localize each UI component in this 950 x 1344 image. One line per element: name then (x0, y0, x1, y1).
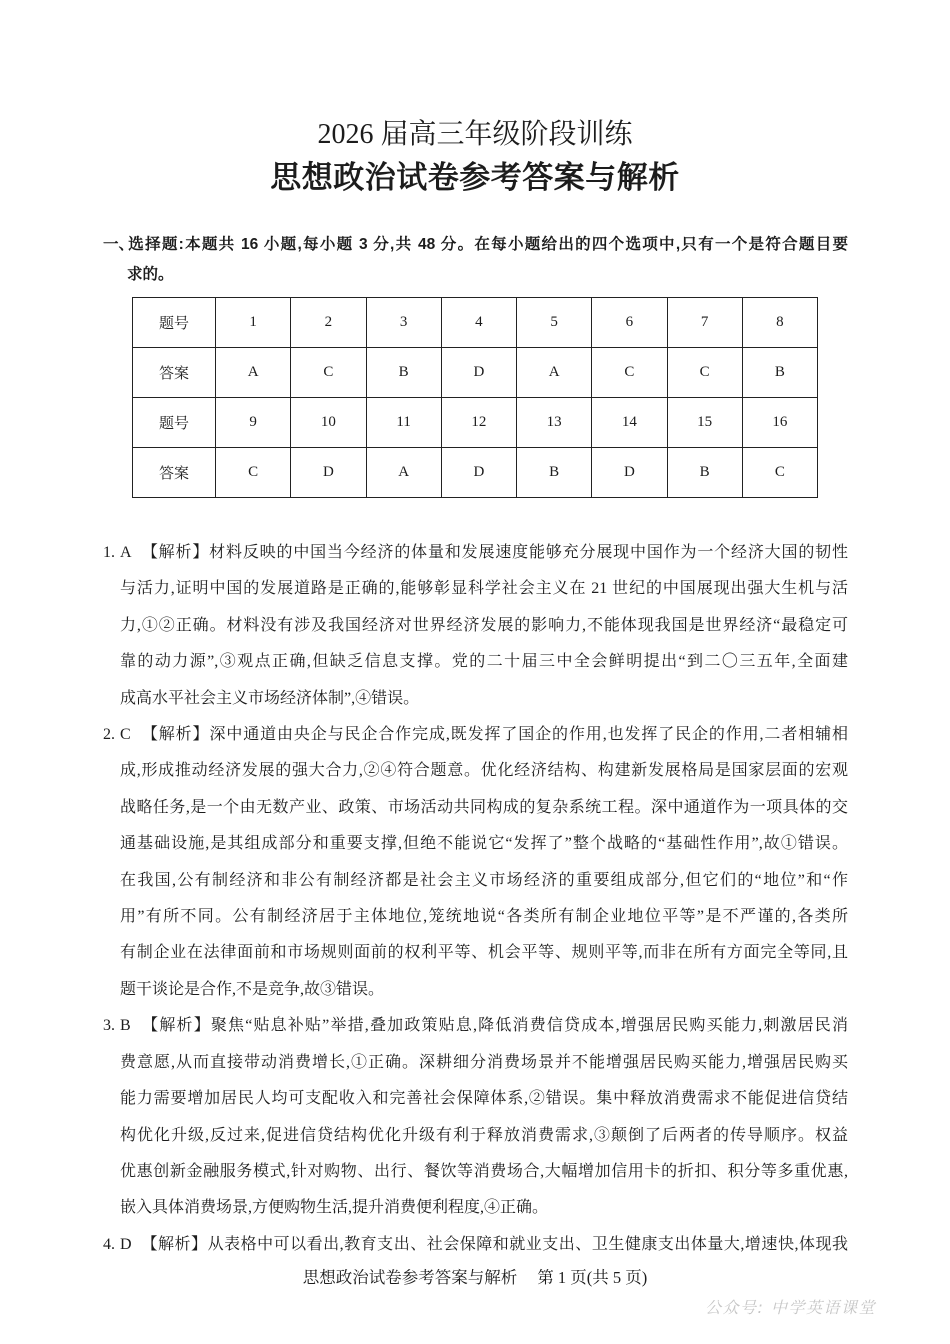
question-answer: C (120, 726, 131, 744)
explanation-item (103, 717, 848, 1008)
explanation-text: 深中通道由央企与民企合作完成,既发挥了国企的作用,也发挥了民企的作用,二者相辅相 (209, 726, 848, 744)
table-cell: C (667, 348, 742, 398)
table-cell: D (441, 448, 516, 498)
table-cell: B (742, 348, 817, 398)
table-cell: A (216, 348, 291, 398)
question-label (103, 1227, 141, 1263)
section-heading-text: 选择题:本题共 16 小题,每小题 3 分,共 48 分。在每小题给出的四个选项中,只有一个是符合题目要 (127, 236, 848, 253)
explanation-line: 用”有所不同。公有制经济居于主体地位,笼统地说“各类所有制企业地位平等”是不严谨的,各类所 (120, 908, 848, 926)
table-cell: B (667, 448, 742, 498)
explanation-item (103, 1227, 848, 1263)
explanation-line: 力,①②正确。材料没有涉及我国经济对世界经济发展的影响力,不能体现我国是世界经济“最稳定可 (120, 616, 848, 634)
table-cell: B (366, 348, 441, 398)
table-row (133, 348, 818, 398)
explanation-line: 靠的动力源”,③观点正确,但缺乏信息支撑。党的二十届三中全会鲜明提出“到二〇三五年,全面建 (120, 653, 848, 671)
explanation-line: 嵌入具体消费场景,方便购物生活,提升消费便利程度,④正确。 (120, 1199, 549, 1217)
table-cell: 4 (441, 298, 516, 348)
row-label-cell: 答案 (133, 348, 216, 398)
table-cell: 15 (667, 398, 742, 448)
table-cell: A (366, 448, 441, 498)
table-cell: 11 (366, 398, 441, 448)
explanation-line: 在我国,公有制经济和非公有制经济都是社会主义市场经济的重要组成部分,但它们的“地位”和“作 (120, 871, 848, 889)
table-row (133, 298, 818, 348)
section-number: 一、 (103, 236, 135, 253)
table-cell: 3 (366, 298, 441, 348)
explanation-line: 题干谈论是合作,不是竞争,故③错误。 (120, 980, 385, 998)
table-row (133, 398, 818, 448)
table-cell: 12 (441, 398, 516, 448)
explanation-item (103, 535, 848, 717)
table-cell: C (742, 448, 817, 498)
row-label-cell: 答案 (133, 448, 216, 498)
explanation-line: 战略任务,是一个由无数产业、政策、市场活动共同构成的复杂系统工程。深中通道作为一项具体的交 (120, 798, 848, 816)
question-number: 4. (103, 1235, 115, 1253)
explanation-text: 聚焦“贴息补贴”举措,叠加政策贴息,降低消费信贷成本,增强居民购买能力,刺激居民消 (210, 1017, 848, 1035)
footer-title: 思想政治试卷参考答案与解析 (302, 1268, 518, 1287)
explanation-line (103, 1008, 848, 1044)
explanation-line (103, 717, 848, 753)
table-cell: 9 (216, 398, 291, 448)
explanation-item (103, 1008, 848, 1226)
table-cell: C (291, 348, 366, 398)
table-cell: 16 (742, 398, 817, 448)
watermark: 公众号: 中学英语课堂 (705, 1298, 876, 1317)
answer-table (132, 297, 818, 498)
page-number: 第 1 页(共 5 页) (537, 1268, 648, 1287)
question-number: 2. (103, 726, 115, 744)
analysis-tag: 【解析】 (141, 1017, 211, 1035)
explanation-line: 优惠创新金融服务模式,针对购物、出行、餐饮等消费场合,大幅增加信用卡的折扣、积分等多重优惠, (120, 1162, 848, 1180)
table-cell: C (216, 448, 291, 498)
table-cell: D (592, 448, 667, 498)
explanation-line (103, 1227, 848, 1263)
analysis-tag: 【解析】 (141, 1235, 208, 1253)
table-cell: 10 (291, 398, 366, 448)
question-answer: B (120, 1017, 131, 1035)
explanation-line: 有制企业在法律面前和市场规则面前的权利平等、机会平等、规则平等,而非在所有方面完全等同,且 (120, 944, 848, 962)
question-answer: A (120, 544, 132, 561)
table-cell: 14 (592, 398, 667, 448)
section-heading (103, 230, 848, 290)
table-cell: 1 (216, 298, 291, 348)
row-label-cell: 题号 (133, 298, 216, 348)
question-label (103, 717, 141, 753)
table-cell: 8 (742, 298, 817, 348)
explanation-line: 费意愿,从而直接带动消费增长,①正确。深耕细分消费场景并不能增强居民购买能力,增强居民购买 (120, 1053, 848, 1071)
explanation-line: 通基础设施,是其组成部分和重要支撑,但绝不能说它“发挥了”整个战略的“基础性作用”,故①错误。 (120, 835, 848, 853)
explanation-text: 从表格中可以看出,教育支出、社会保障和就业支出、卫生健康支出体量大,增速快,体现我 (207, 1235, 848, 1253)
question-answer: D (120, 1235, 132, 1253)
explanation-line (103, 535, 848, 571)
row-label-cell: 题号 (133, 398, 216, 448)
explanation-line: 与活力,证明中国的发展道路是正确的,能够彰显科学社会主义在 21 世纪的中国展现出强大生机与活 (120, 580, 848, 598)
page-footer (0, 1266, 950, 1290)
explanation-line: 构优化升级,反过来,促进信贷结构优化升级有利于释放消费需求,③颠倒了后两者的传导顺序。权益 (120, 1126, 848, 1144)
table-row (133, 448, 818, 498)
question-label (103, 1008, 141, 1044)
question-label (103, 535, 141, 571)
explanation-text: 材料反映的中国当今经济的体量和发展速度能够充分展现中国作为一个经济大国的韧性 (209, 544, 848, 561)
table-body (133, 298, 818, 498)
table-cell: 6 (592, 298, 667, 348)
table-cell: 13 (517, 398, 592, 448)
question-number: 3. (103, 1017, 115, 1035)
analysis-tag: 【解析】 (141, 726, 210, 744)
explanation-line: 能力需要增加居民人均可支配收入和完善社会保障体系,②错误。集中释放消费需求不能促进信贷结 (120, 1090, 848, 1108)
table-cell: D (441, 348, 516, 398)
table-cell: D (291, 448, 366, 498)
section-heading-line (103, 230, 848, 260)
table-cell: C (592, 348, 667, 398)
section-heading-line: 求的。 (127, 266, 174, 283)
exam-title: 2026 届高三年级阶段训练 (317, 119, 633, 150)
table-cell: 7 (667, 298, 742, 348)
table-cell: B (517, 448, 592, 498)
question-number: 1. (103, 544, 115, 561)
table-cell: 5 (517, 298, 592, 348)
explanation-line: 成,形成推动经济发展的强大合力,②④符合题意。优化经济结构、构建新发展格局是国家层面的宏观 (120, 762, 848, 780)
table-cell: A (517, 348, 592, 398)
analysis-tag: 【解析】 (141, 544, 210, 561)
document-title: 思想政治试卷参考答案与解析 (270, 160, 680, 195)
explanations-list (103, 535, 848, 1263)
table-cell: 2 (291, 298, 366, 348)
explanation-line: 成高水平社会主义市场经济体制”,④错误。 (120, 689, 420, 707)
